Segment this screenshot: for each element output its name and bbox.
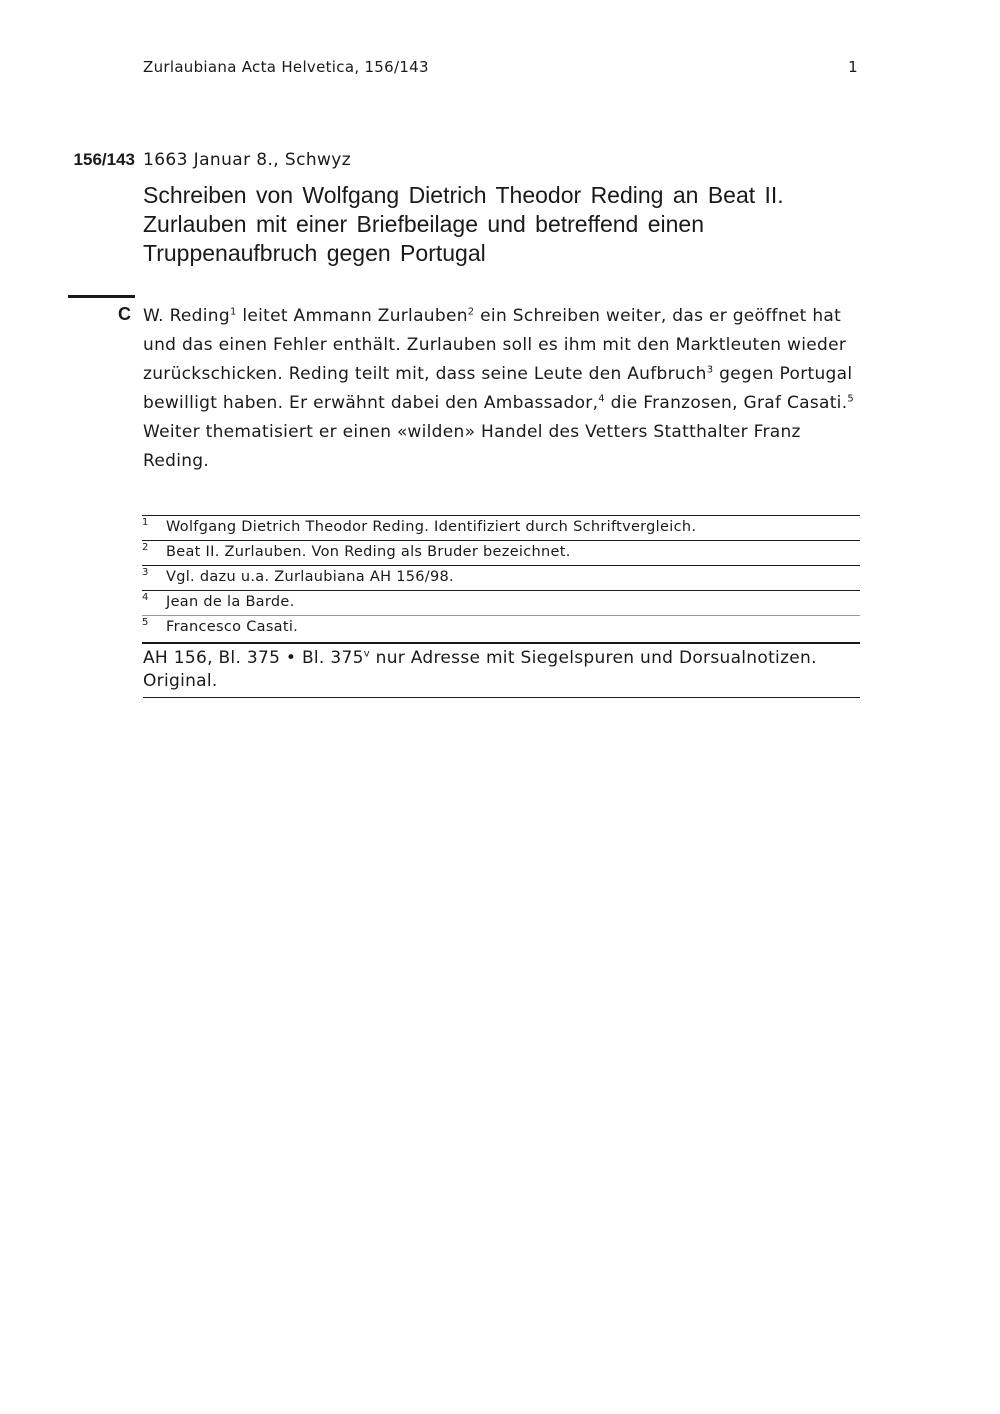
footnote-text: Beat II. Zurlauben. Von Reding als Bruder bezeichnet.	[166, 544, 571, 560]
summary-text: W. Reding	[143, 306, 230, 326]
document-number: 156/143	[73, 150, 135, 169]
footnote-text: Francesco Casati.	[166, 619, 299, 635]
footnote-ref[interactable]: 4	[598, 393, 605, 405]
running-header	[143, 58, 858, 76]
summary-text: ein Schreiben weiter, das er geöffnet hat und das einen Fehler enthält. Zurlauben soll es ihm mit den Marktleuten wieder zurückschicken. Reding teilt mit, dass seine Leute den Aufbruch	[143, 306, 847, 384]
folio-verso-mark: v	[363, 648, 370, 660]
footnote-ref[interactable]: 3	[706, 364, 714, 376]
footnote-list	[142, 515, 860, 644]
footnote-text: Wolfgang Dietrich Theodor Reding. Identifiziert durch Schriftvergleich.	[166, 519, 697, 535]
footnote-ref[interactable]: 2	[467, 306, 475, 318]
footnote-mark: 3	[142, 567, 149, 578]
margin-rule	[68, 295, 135, 298]
page-number: 1	[848, 58, 858, 76]
document-date-place: 1663 Januar 8., Schwyz	[143, 150, 352, 170]
footnote	[142, 516, 860, 541]
footnote-mark: 1	[142, 517, 149, 528]
footnote	[142, 566, 860, 591]
footnote-text: Jean de la Barde.	[166, 594, 295, 610]
summary-text: die Franzosen, Graf Casati.	[604, 393, 848, 413]
source-text: nur Adresse mit Siegelspuren und Dorsualnotizen. Original.	[143, 648, 817, 691]
footnote	[142, 541, 860, 566]
summary-text: leitet Ammann Zurlauben	[236, 306, 468, 326]
footnote-ref[interactable]: 5	[847, 393, 855, 405]
document-title: Schreiben von Wolfgang Dietrich Theodor Reding an Beat II. Zurlauben mit einer Briefbeilage und betreffend einen Truppenaufbruch gegen Portugal	[143, 182, 784, 266]
footnote-mark: 2	[142, 542, 149, 553]
footnote-ref[interactable]: 1	[229, 306, 237, 318]
footnote-mark: 4	[142, 592, 149, 603]
source-note	[143, 647, 860, 698]
summary-text: gegen Portugal bewilligt haben. Er erwähnt dabei den Ambassador,	[143, 364, 853, 413]
summary-text: Weiter thematisiert er einen «wilden» Handel des Vetters Statthalter Franz Reding.	[143, 422, 801, 471]
margin-letter: C	[118, 304, 131, 324]
footnote-text: Vgl. dazu u.a. Zurlaubiana AH 156/98.	[166, 569, 454, 585]
source-text: AH 156, Bl. 375 • Bl. 375	[143, 648, 364, 668]
footnote	[142, 591, 860, 616]
summary-paragraph	[143, 302, 863, 476]
footnote-mark: 5	[142, 617, 149, 628]
footnote	[142, 616, 860, 644]
running-title: Zurlaubiana Acta Helvetica, 156/143	[143, 58, 429, 76]
